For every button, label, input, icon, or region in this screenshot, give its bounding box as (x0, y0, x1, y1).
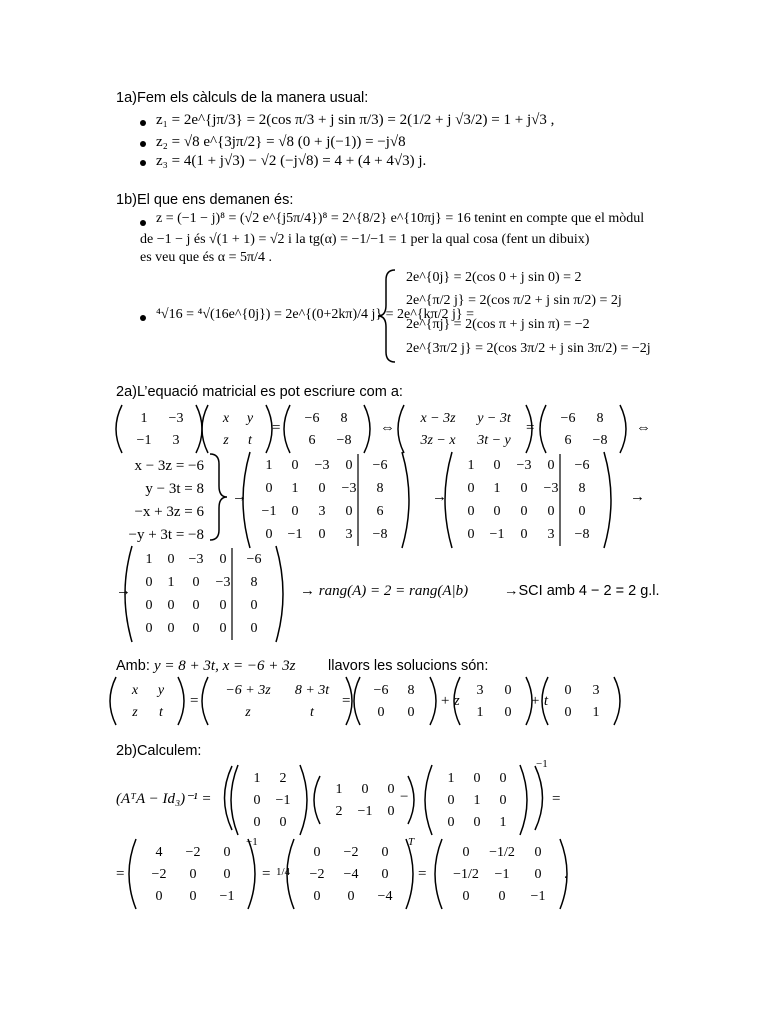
matrix-paren (287, 839, 294, 909)
matrix-paren (402, 452, 409, 548)
matrix-Am-cell: 0 (361, 782, 369, 797)
root-2: 2e^{πj} = 2(cos π + j sin π) = −2 (406, 317, 590, 332)
matrix-M1-cell: 0 (345, 458, 353, 473)
matrix-M2-cell: 0 (520, 527, 528, 542)
matrix-M3-cell: 0 (192, 598, 200, 613)
matrix-M3-cell: 0 (219, 621, 227, 636)
matrix-paren (406, 839, 413, 909)
matrix-Z-cell: 1 (476, 705, 484, 720)
matrix-M2-cell: 0 (520, 504, 528, 519)
matrix-At-cell: 0 (253, 793, 261, 808)
matrix-paren (284, 405, 290, 453)
matrix-M1-cell: 0 (265, 481, 273, 496)
matrix-B-cell: 8 (340, 411, 348, 426)
final-period: . (564, 866, 568, 882)
matrix-M3-cell: 0 (192, 575, 200, 590)
matrix-paren (196, 405, 202, 453)
matrix-Q-cell: 0 (381, 867, 389, 882)
matrix-M1-cell: −3 (314, 458, 330, 473)
matrix-Q-cell: −4 (377, 889, 393, 904)
matrix-S-cell: 8 + 3t (294, 683, 330, 698)
heading-1a: 1a)Fem els càlculs de la manera usual: (116, 90, 369, 106)
matrix-P-cell: 4 (155, 845, 163, 860)
matrix-P-cell: 0 (189, 889, 197, 904)
matrix-M3-cell: 0 (219, 552, 227, 567)
system-eq-2: y − 3t = 8 (145, 481, 204, 497)
matrix-paren (364, 405, 370, 453)
matrix-paren (354, 677, 360, 725)
matrix-X-cell: z (223, 433, 229, 448)
matrix-M1-cell: −1 (287, 527, 303, 542)
matrix-M1-cell: 1 (291, 481, 299, 496)
equals-sign: = (262, 866, 271, 882)
matrix-Q-cell: 0 (313, 889, 321, 904)
matrix-paren (398, 405, 404, 453)
matrix-paren (178, 677, 184, 725)
matrix-B-cell: 6 (308, 433, 316, 448)
matrix-B-cell: 8 (596, 411, 604, 426)
matrix-M1-cell: 6 (376, 504, 384, 519)
matrix-M3-cell: 0 (167, 621, 175, 636)
rank-conclusion: →SCI amb 4 − 2 = 2 g.l. (504, 583, 660, 599)
matrix-paren (526, 405, 535, 453)
matrix-Id-cell: 0 (473, 815, 481, 830)
matrix-A-cell: −3 (168, 411, 184, 426)
matrix-paren (542, 677, 548, 725)
matrix-paren (520, 765, 527, 835)
amb-prefix: Amb: (116, 658, 150, 674)
root-3: 2e^{3π/2 j} = 2(cos 3π/2 + j sin 3π/2) = −2j (406, 341, 651, 356)
matrix-M2-cell: 1 (493, 481, 501, 496)
matrix-M3-cell: 8 (250, 575, 258, 590)
heading-2b: 2b)Calculem: (116, 743, 202, 759)
equals-sign: = (116, 866, 125, 882)
matrix-R-cell: −1 (530, 889, 546, 904)
matrix-B-cell: −6 (304, 411, 320, 426)
matrix-M2-cell: 0 (493, 458, 501, 473)
matrix-M1-cell: 0 (265, 527, 273, 542)
matrix-C-cell: −6 (373, 683, 389, 698)
matrix-Z-cell: 0 (504, 683, 512, 698)
matrix-paren (540, 405, 546, 453)
matrix-paren (116, 405, 122, 453)
matrix-S-cell: t (310, 705, 314, 720)
matrix-P-cell: −2 (151, 867, 167, 882)
inverse-exponent: −1 (536, 758, 548, 770)
equals-sign: = (272, 420, 281, 436)
matrix-AX-cell: x − 3z (420, 411, 456, 426)
matrix-P-cell: 0 (155, 889, 163, 904)
arrow: → (432, 489, 447, 505)
equals-sign: = (526, 420, 535, 436)
amb-substitution: y = 8 + 3t, x = −6 + 3z (154, 658, 296, 674)
matrix-M1-cell: 3 (345, 527, 353, 542)
matrix-M2-cell: 0 (467, 504, 475, 519)
matrix-P-cell: 0 (189, 867, 197, 882)
matrix-X-cell: t (248, 433, 252, 448)
iff-symbol: ⇔ (380, 420, 395, 436)
matrix-M1-cell: 0 (345, 504, 353, 519)
system-eq-3: −x + 3z = 6 (134, 504, 204, 520)
matrix-paren (526, 677, 532, 725)
matrix-Id-cell: 0 (447, 793, 455, 808)
matrix-AX-cell: 3t − y (477, 433, 511, 448)
matrix-paren (346, 677, 352, 725)
matrix-R-cell: 0 (534, 867, 542, 882)
matrix-Id-cell: 1 (499, 815, 507, 830)
arrow: → (116, 583, 131, 599)
matrix-B-cell: −8 (592, 433, 608, 448)
matrix-paren (266, 405, 272, 453)
rank-equation: → rang(A) = 2 = rang(A|b) (300, 583, 469, 599)
matrix-M2-cell: −6 (574, 458, 590, 473)
matrix-R-cell: 0 (462, 845, 470, 860)
matrix-Q-cell: −4 (343, 867, 359, 882)
matrix-Q-cell: −2 (309, 867, 325, 882)
matrix-M1-cell: 8 (376, 481, 384, 496)
matrix-M1-cell: 0 (318, 527, 326, 542)
matrix-Id-cell: 0 (473, 771, 481, 786)
system-eq-4: −y + 3t = −8 (128, 527, 204, 543)
matrix-paren (314, 776, 320, 824)
matrix-Id-cell: 0 (447, 815, 455, 830)
matrix-M2-cell: 0 (467, 481, 475, 496)
minus-sign: − (400, 789, 409, 805)
text-alpha: es veu que és α = 5π/4 . (140, 250, 272, 265)
matrix-Z-cell: 0 (504, 705, 512, 720)
eq-2b-lhs: (AᵀA − Id₃)⁻¹ = (116, 791, 212, 807)
eq-z1: z₁ = 2e^{jπ/3} = 2(cos π/3 + j sin π/3) = 2(1/2 + j √3/2) = 1 + j√3 , (156, 112, 555, 128)
matrix-paren (202, 677, 208, 725)
matrix-M3-cell: 1 (145, 552, 153, 567)
matrix-M1-cell: 0 (291, 458, 299, 473)
matrix-P-cell: −1 (219, 889, 235, 904)
matrix-M3-cell: 0 (250, 598, 258, 613)
matrix-X-cell: z (132, 705, 138, 720)
matrix-paren (604, 452, 611, 548)
transpose-exponent: T (408, 836, 415, 848)
matrix-M2-cell: −3 (516, 458, 532, 473)
matrix-paren (430, 677, 436, 725)
one-quarter: 1/4 (276, 866, 291, 878)
matrix-C-cell: 0 (377, 705, 385, 720)
eq-fourth-root: ⁴√16 = ⁴√(16e^{0j}) = 2e^{(0+2kπ)/4 j} = 2e^{kπ/2 j} = (156, 307, 475, 322)
matrix-M1-cell: 0 (318, 481, 326, 496)
matrix-M2-cell: 3 (547, 527, 555, 542)
matrix-B-cell: −6 (560, 411, 576, 426)
matrix-T-cell: 3 (592, 683, 600, 698)
matrix-R-cell: 0 (534, 845, 542, 860)
matrix-M3-cell: 0 (145, 621, 153, 636)
matrix-At-cell: 0 (253, 815, 261, 830)
equals-sign: = (342, 693, 351, 709)
matrix-Am-cell: 2 (335, 804, 343, 819)
matrix-paren (243, 452, 250, 548)
matrix-paren (614, 677, 620, 725)
matrix-A-cell: −1 (136, 433, 152, 448)
matrix-Q-cell: 0 (381, 845, 389, 860)
arrow: → (232, 489, 247, 505)
matrix-Am-cell: 0 (387, 804, 395, 819)
matrix-paren (560, 839, 567, 909)
matrix-Q-cell: −2 (343, 845, 359, 860)
matrix-M3-cell: 0 (250, 621, 258, 636)
matrix-P-cell: 0 (223, 867, 231, 882)
matrix-Id-cell: 1 (447, 771, 455, 786)
matrix-paren (125, 546, 132, 642)
inverse-exponent: −1 (246, 836, 258, 848)
matrix-Am-cell: 1 (335, 782, 343, 797)
matrix-Q-cell: 0 (347, 889, 355, 904)
eq-z3: z₃ = 4(1 + j√3) − √2 (−j√8) = 4 + (4 + 4√3) j. (156, 153, 427, 169)
matrix-Z-cell: 3 (476, 683, 484, 698)
matrix-R-cell: −1/2 (453, 867, 479, 882)
matrix-paren (202, 405, 208, 453)
matrix-paren (425, 765, 432, 835)
matrix-paren (129, 839, 136, 909)
arrow: → (630, 489, 645, 505)
matrix-T-cell: 0 (564, 683, 572, 698)
matrix-M2-cell: 0 (467, 527, 475, 542)
matrix-T-cell: 0 (564, 705, 572, 720)
equals-sign: = (418, 866, 427, 882)
matrix-paren (300, 765, 307, 835)
matrix-paren (231, 765, 238, 835)
matrix-paren (408, 776, 414, 824)
matrix-paren (435, 839, 442, 909)
matrix-M2-cell: 0 (547, 458, 555, 473)
matrix-M1-cell: −1 (261, 504, 277, 519)
matrix-P-cell: −2 (185, 845, 201, 860)
matrix-M1-cell: −8 (372, 527, 388, 542)
matrix-A-cell: 3 (172, 433, 180, 448)
system-eq-1: x − 3z = −6 (134, 458, 204, 474)
matrix-paren (454, 677, 460, 725)
matrix-At-cell: −1 (275, 793, 291, 808)
matrix-M2-cell: −1 (489, 527, 505, 542)
matrix-X-cell: y (246, 411, 254, 426)
matrix-AX-cell: y − 3t (477, 411, 511, 426)
matrix-M2-cell: 1 (467, 458, 475, 473)
matrix-Id-cell: 0 (499, 793, 507, 808)
matrix-M2-cell: −8 (574, 527, 590, 542)
matrix-paren (276, 546, 283, 642)
matrix-Am-cell: 0 (387, 782, 395, 797)
matrix-M2-cell: 0 (493, 504, 501, 519)
heading-1b: 1b)El que ens demanen és: (116, 192, 294, 208)
matrix-M3-cell: 0 (167, 598, 175, 613)
matrix-M1-cell: −3 (341, 481, 357, 496)
matrix-A-cell: 1 (140, 411, 148, 426)
root-1: 2e^{π/2 j} = 2(cos π/2 + j sin π/2) = 2j (406, 293, 622, 308)
matrix-AX-cell: 3z − x (420, 433, 456, 448)
text-modul: de −1 − j és √(1 + 1) = √2 i la tg(α) = −1/−1 = 1 per la qual cosa (fent un dibuix) (140, 232, 590, 247)
matrix-R-cell: −1 (494, 867, 510, 882)
matrix-M3-cell: −3 (215, 575, 231, 590)
matrix-R-cell: 0 (462, 889, 470, 904)
plus-t: + t (530, 693, 549, 709)
plus-z: + z (440, 693, 460, 709)
matrix-Id-cell: 0 (499, 771, 507, 786)
matrix-P-cell: 0 (223, 845, 231, 860)
iff-symbol: ⇔ (636, 420, 651, 436)
matrix-S-cell: −6 + 3z (225, 683, 271, 698)
matrix-R-cell: −1/2 (489, 845, 515, 860)
matrix-M2-cell: 0 (547, 504, 555, 519)
matrix-paren (445, 452, 452, 548)
matrix-At-cell: 0 (279, 815, 287, 830)
eq-z-power: z = (−1 − j)⁸ = (√2 e^{j5π/4})⁸ = 2^{8/2} e^{10πj} = 16 tenint en compte que el mòdul (156, 211, 645, 226)
matrix-M2-cell: 0 (520, 481, 528, 496)
matrix-S-cell: z (245, 705, 251, 720)
matrix-X-cell: x (131, 683, 139, 698)
matrix-paren (248, 839, 255, 909)
eq-z2: z₂ = √8 e^{3jπ/2} = √8 (0 + j(−1)) = −j√8 (156, 134, 406, 150)
matrix-R-cell: 0 (498, 889, 506, 904)
matrix-B-cell: −8 (336, 433, 352, 448)
matrix-M3-cell: 0 (145, 598, 153, 613)
matrix-At-cell: 1 (253, 771, 261, 786)
matrix-Am-cell: −1 (357, 804, 373, 819)
matrix-C-cell: 0 (407, 705, 415, 720)
matrix-M1-cell: 1 (265, 458, 273, 473)
matrix-M2-cell: 8 (578, 481, 586, 496)
matrix-M1-cell: −6 (372, 458, 388, 473)
matrix-M2-cell: 0 (578, 504, 586, 519)
matrix-M1-cell: 3 (318, 504, 326, 519)
matrix-M3-cell: −6 (246, 552, 262, 567)
matrix-C-cell: 8 (407, 683, 415, 698)
matrix-Q-cell: 0 (313, 845, 321, 860)
matrix-M3-cell: 1 (167, 575, 175, 590)
matrix-X-cell: y (157, 683, 165, 698)
matrix-X-cell: t (159, 705, 163, 720)
heading-2a: 2a)L’equació matricial es pot escriure com a: (116, 384, 403, 400)
matrix-paren (110, 677, 116, 725)
matrix-Id-cell: 1 (473, 793, 481, 808)
matrix-M3-cell: −3 (188, 552, 204, 567)
matrix-paren (620, 405, 626, 453)
matrix-M3-cell: 0 (167, 552, 175, 567)
matrix-M1-cell: 0 (291, 504, 299, 519)
matrix-B-cell: 6 (564, 433, 572, 448)
equals-sign: = (552, 791, 561, 807)
matrix-M2-cell: −3 (543, 481, 559, 496)
amb-suffix: llavors les solucions són: (328, 658, 489, 674)
matrix-M3-cell: 0 (192, 621, 200, 636)
matrix-M3-cell: 0 (145, 575, 153, 590)
matrix-X-cell: x (222, 411, 230, 426)
matrix-M3-cell: 0 (219, 598, 227, 613)
root-0: 2e^{0j} = 2(cos 0 + j sin 0) = 2 (406, 270, 582, 285)
equals-sign: = (190, 693, 199, 709)
matrix-T-cell: 1 (592, 705, 600, 720)
matrix-At-cell: 2 (279, 771, 287, 786)
